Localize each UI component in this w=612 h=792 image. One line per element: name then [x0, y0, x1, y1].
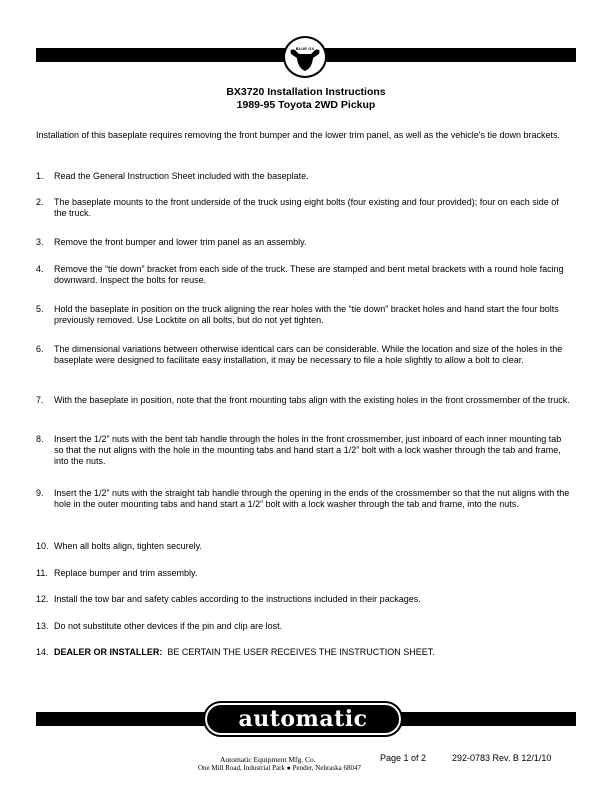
- logo-text: BLUE OX: [295, 46, 315, 51]
- list-item: 14. DEALER OR INSTALLER: BE CERTAIN THE USER RECEIVES THE INSTRUCTION SHEET.: [36, 647, 435, 657]
- list-item: 3. Remove the front bumper and lower trim panel as an assembly.: [36, 237, 307, 247]
- brand-logo-text: automatic: [238, 706, 368, 732]
- automatic-logo: [205, 703, 401, 735]
- list-item: 11. Replace bumper and trim assembly.: [36, 568, 198, 578]
- document-title: BX3720 Installation Instructions: [226, 86, 386, 98]
- list-item: 9. Insert the 1/2” nuts with the straight tab handle through the opening in the ends of the crossmember so that the nut aligns with the hole in the outer mounting tabs and hand start a 1/2” bolt with a lock washer through the tab and frame, into the nuts.: [36, 488, 570, 509]
- list-item: 12. Install the tow bar and safety cables according to the instructions included in their packages.: [36, 594, 421, 604]
- blue-ox-logo: [283, 36, 327, 78]
- intro-paragraph: Installation of this baseplate requires removing the front bumper and the lower trim panel, as well as the vehicle's tie down brackets.: [36, 130, 560, 140]
- list-item: 1. Read the General Instruction Sheet included with the baseplate.: [36, 171, 309, 181]
- list-item: 8. Insert the 1/2” nuts with the bent tab handle through the holes in the front crossmember, just inboard of each inner mounting tab so that the nut aligns with the hole in the mounting tabs and hand start a 1/2” bolt with a lock washer through the tab and frame, into the nuts.: [36, 434, 562, 466]
- company-name: Automatic Equipment Mfg. Co.: [220, 755, 316, 764]
- dealer-warning-label: DEALER OR INSTALLER:: [54, 647, 163, 657]
- list-item: 13. Do not substitute other devices if the pin and clip are lost.: [36, 621, 283, 631]
- company-address: One Mill Road, Industrial Park ● Pender, Nebraska 68047: [198, 764, 361, 772]
- page-number: Page 1 of 2: [380, 753, 427, 763]
- part-number: 292-0783 Rev. B 12/1/10: [452, 753, 552, 763]
- list-item: 4. Remove the “tie down” bracket from each side of the truck. These are stamped and bent metal brackets with a round hole facing downward. Inspect the bolts for reuse.: [36, 264, 564, 285]
- ox-head-icon: [285, 38, 325, 76]
- document-subtitle: 1989-95 Toyota 2WD Pickup: [236, 99, 376, 111]
- list-item: 5. Hold the baseplate in position on the truck aligning the rear holes with the “tie down” bracket holes and hand start the four bolts previously removed. Use Locktite on all bolts, but do not yet tighten.: [36, 304, 559, 325]
- list-item: 10. When all bolts align, tighten securely.: [36, 541, 202, 551]
- list-item: 6. The dimensional variations between otherwise identical cars can be considerable. While the location and size of the holes in the baseplate were designed to facilitate easy installation, it may be necessary to file a hole slightly to allow a bolt to clear.: [36, 344, 563, 365]
- list-item: 7. With the baseplate in position, note that the front mounting tabs align with the existing holes in the front crossmember of the truck.: [36, 395, 570, 405]
- list-item: 2. The baseplate mounts to the front underside of the truck using eight bolts (four existing and four provided); four on each side of the truck.: [36, 197, 559, 218]
